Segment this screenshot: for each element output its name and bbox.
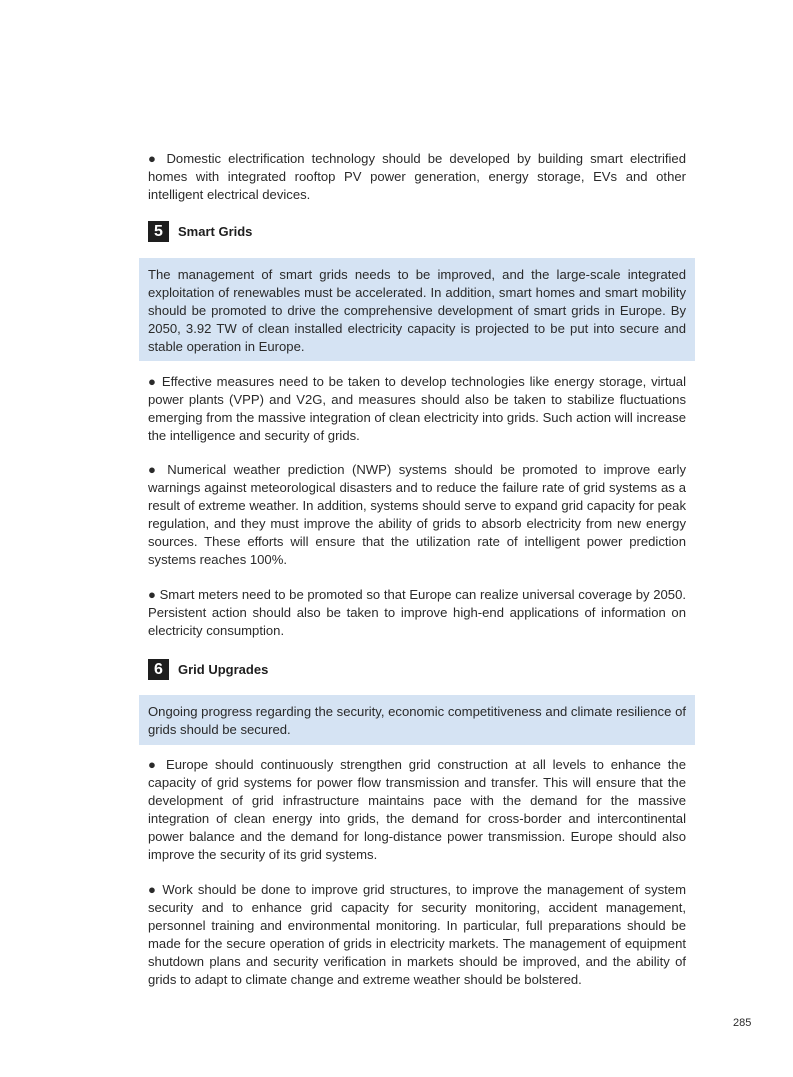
bullet-paragraph: ● Numerical weather prediction (NWP) systems should be promoted to improve early warnings against meteorological disasters and to reduce the failure rate of grid systems as a result of extreme weather. In addition, systems should serve to expand grid capacity for peak regulation, and they must improve the ability of grids to absorb electricity from new energy sources. These efforts will ensure that the utilization rate of intelligent power prediction systems reaches 100%.: [148, 462, 686, 567]
page-number: 285: [733, 1017, 752, 1029]
bullet-paragraph: ● Effective measures need to be taken to develop technologies like energy storage, virtual power plants (VPP) and V2G, and measures should also be taken to stabilize fluctuations emerging from the massive integration of clean electricity into grids. Such action will increase the intelligence and security of grids.: [148, 374, 686, 443]
summary-text: The management of smart grids needs to be improved, and the large-scale integrated exploitation of renewables must be accelerated. In addition, smart homes and smart mobility should be promoted to drive the comprehensive development of smart grids in Europe. By 2050, 3.92 TW of clean installed electricity capacity is projected to be put into secure and stable operation in Europe.: [148, 267, 686, 354]
section-title: Grid Upgrades: [178, 662, 269, 677]
section-number: 6: [148, 659, 169, 680]
intro-bullet: ● Domestic electrification technology should be developed by building smart electrified homes with integrated rooftop PV power generation, energy storage, EVs and other intelligent electrical devices.: [148, 151, 686, 202]
bullet-paragraph: ● Smart meters need to be promoted so that Europe can realize universal coverage by 2050. Persistent action should also be taken to improve high-end applications of information on electricity consumption.: [148, 587, 686, 638]
section-title: Smart Grids: [178, 224, 253, 239]
section-heading-smart-grids: [148, 221, 252, 242]
bullet-paragraph: ● Europe should continuously strengthen grid construction at all levels to enhance the capacity of grid systems for power flow transmission and transfer. This will ensure that the development of grid infrastructure maintains pace with the demand for the massive integration of clean energy into grids, the demand for cross-border and intercontinental power balance and the demand for long-distance power transmission. Europe should also improve the security of its grid systems.: [148, 757, 686, 862]
summary-box: [139, 258, 695, 361]
section-number: 5: [148, 221, 169, 242]
summary-box: [139, 695, 695, 745]
summary-text: Ongoing progress regarding the security, economic competitiveness and climate resilience of grids should be secured.: [148, 704, 686, 737]
bullet-paragraph: ● Work should be done to improve grid structures, to improve the management of system security and to enhance grid capacity for security monitoring, accident management, personnel training and environmental monitoring. In particular, full preparations should be made for the secure operation of grids in electricity markets. The management of equipment shutdown plans and security verification in markets should be improved, and the ability of grids to adapt to climate change and extreme weather should be bolstered.: [148, 882, 686, 987]
section-heading-grid-upgrades: [148, 659, 268, 680]
